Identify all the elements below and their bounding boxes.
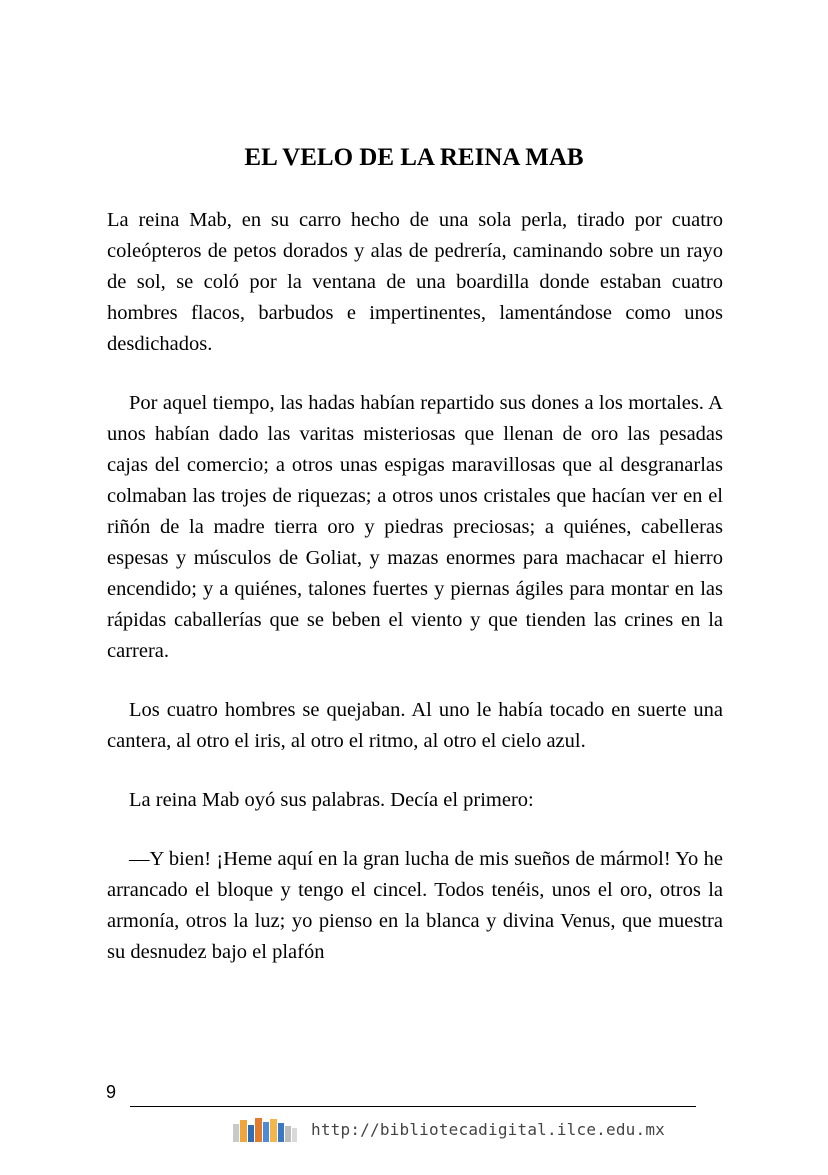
paragraph: Los cuatro hombres se quejaban. Al uno le había tocado en suerte una cantera, al otro el iris, al otro el ritmo, al otro el cielo azul. bbox=[107, 699, 723, 752]
page-title: EL VELO DE LA REINA MAB bbox=[244, 144, 584, 171]
paragraph: Por aquel tiempo, las hadas habían repartido sus dones a los mortales. A unos habían dado las varitas misteriosas que llenan de oro las pesadas cajas del comercio; a otros unas espigas maravillosas que al desgranarlas colmaban las trojes de riquezas; a otros unos cristales que hacían ver en el riñón de la madre tierra oro y piedras preciosas; a quiénes, cabelleras espesas y músculos de Goliat, y mazas enormes para machacar el hierro encendido; y a quiénes, talones fuertes y piernas ágiles para montar en las rápidas caballerías que se beben el viento y que tienden las crines en la carrera. bbox=[107, 392, 723, 662]
document-body bbox=[107, 205, 723, 996]
paragraph: La reina Mab oyó sus palabras. Decía el primero: bbox=[129, 789, 534, 811]
footer-divider bbox=[130, 1106, 696, 1107]
paragraph: —Y bien! ¡Heme aquí en la gran lucha de mis sueños de mármol! Yo he arrancado el bloque y tengo el cincel. Todos tenéis, unos el oro, otros la armonía, otros la luz; yo pienso en la blanca y divina Venus, que muestra su desnudez bajo el plafón bbox=[107, 848, 723, 963]
source-url-link[interactable]: http://bibliotecadigital.ilce.edu.mx bbox=[311, 1119, 665, 1139]
page-number: 9 bbox=[106, 1082, 117, 1102]
footer-source bbox=[233, 1114, 665, 1144]
books-icon bbox=[233, 1116, 297, 1142]
paragraph: La reina Mab, en su carro hecho de una sola perla, tirado por cuatro coleópteros de petos dorados y alas de pedrería, caminando sobre un rayo de sol, se coló por la ventana de una boardilla donde estaban cuatro hombres flacos, barbudos e impertinentes, lamentándose como unos desdichados. bbox=[107, 209, 723, 355]
